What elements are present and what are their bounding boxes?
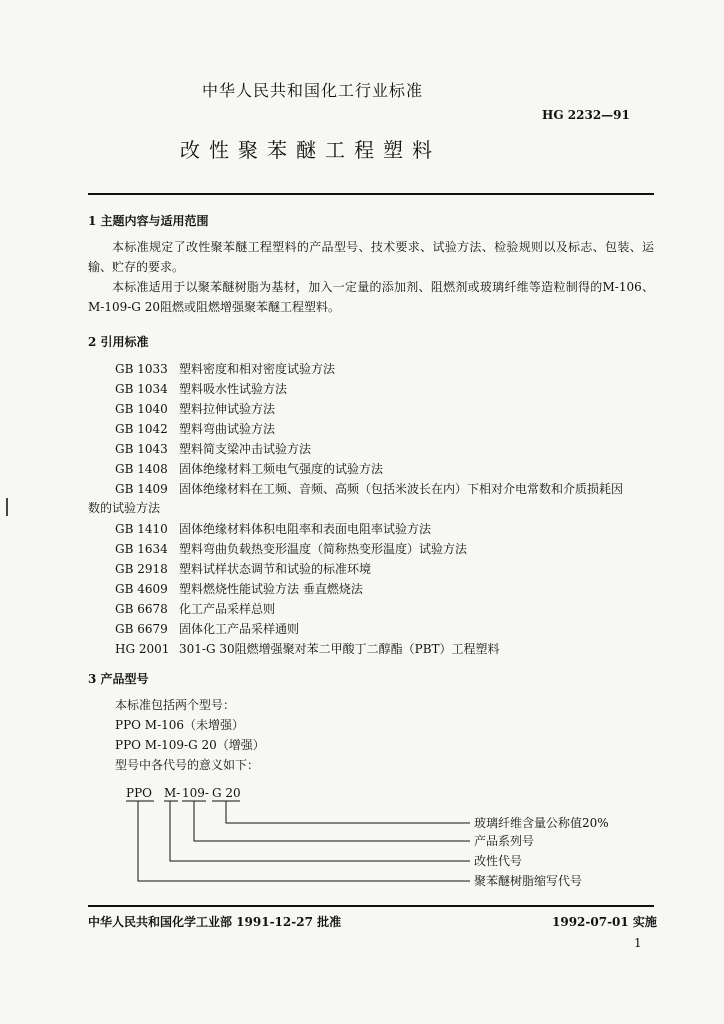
reference-row: [115, 600, 275, 617]
effective-date: 1992-07-01 实施: [552, 915, 657, 929]
reference-title: 塑料密度和相对密度试验方法: [179, 362, 336, 376]
reference-title: 固体绝缘材料工频电气强度的试验方法: [179, 462, 384, 476]
leader-series: [194, 801, 470, 841]
approval-line: 中华人民共和国化学工业部 1991-12-27 批准: [88, 915, 342, 929]
legend-glass-fiber: 玻璃纤维含量公称值20%: [474, 816, 609, 830]
reference-title: 塑料弯曲负载热变形温度（简称热变形温度）试验方法: [179, 542, 468, 556]
reference-code: GB 1042: [115, 422, 168, 436]
legend-modified: 改性代号: [474, 854, 523, 868]
reference-title: 固体绝缘材料体积电阻率和表面电阻率试验方法: [179, 522, 432, 536]
reference-row: [115, 480, 623, 497]
model-1: PPO M-106（未增强）: [115, 718, 245, 732]
reference-title: 塑料吸水性试验方法: [179, 382, 288, 396]
section-1-heading: 1 主题内容与适用范围: [88, 214, 209, 228]
reference-code: GB 4609: [115, 582, 168, 596]
reference-row: [115, 420, 275, 437]
code-meaning-intro: 型号中各代号的意义如下：: [115, 758, 260, 772]
model-2: PPO M-109-G 20（增强）: [115, 738, 265, 752]
reference-row: [115, 440, 311, 457]
reference-row: [115, 380, 287, 397]
page-number: 1: [634, 936, 642, 950]
reference-title: 化工产品采样总则: [179, 602, 276, 616]
reference-row: [115, 620, 299, 637]
footer-rule: [88, 905, 654, 907]
reference-title: 塑料弯曲试验方法: [179, 422, 276, 436]
legend-series: 产品系列号: [474, 834, 535, 848]
reference-code: GB 1043: [115, 442, 168, 456]
reference-title: 塑料拉伸试验方法: [179, 402, 276, 416]
reference-row: [115, 520, 431, 537]
code-part-ppo: PPO: [126, 786, 152, 800]
reference-row: [115, 580, 363, 597]
reference-code: GB 1040: [115, 402, 168, 416]
leader-glass-fiber: [226, 801, 470, 823]
document-title: 改性聚苯醚工程塑料: [180, 138, 441, 162]
issuing-organization: 中华人民共和国化工行业标准: [202, 81, 424, 100]
reference-row: [115, 400, 275, 417]
section-3-intro: 本标准包括两个型号：: [115, 698, 236, 712]
code-part-m: M-: [164, 786, 181, 800]
standard-number: HG 2232—91: [542, 108, 630, 122]
reference-code: GB 2918: [115, 562, 168, 576]
reference-row: [115, 560, 371, 577]
reference-code: HG 2001: [115, 642, 170, 656]
reference-title: 固体绝缘材料在工频、音频、高频（包括米波长在内）下相对介电常数和介质损耗因: [179, 482, 624, 496]
reference-title: 301-G 30阻燃增强聚对苯二甲酸丁二醇酯（PBT）工程塑料: [179, 642, 500, 656]
reference-code: GB 1409: [115, 482, 168, 496]
reference-code: GB 1034: [115, 382, 168, 396]
reference-row: [115, 640, 500, 657]
reference-continuation: 数的试验方法: [88, 501, 161, 515]
reference-code: GB 6678: [115, 602, 168, 616]
section-2-heading: 2 引用标准: [88, 335, 149, 349]
reference-title: 塑料试样状态调节和试验的标准环境: [179, 562, 372, 576]
reference-title: 塑料简支梁冲击试验方法: [179, 442, 312, 456]
code-part-num: 109-: [182, 786, 209, 800]
reference-row: [115, 460, 383, 477]
leader-modified: [170, 801, 470, 861]
reference-code: GB 1408: [115, 462, 168, 476]
margin-mark: [6, 498, 8, 516]
reference-code: GB 1634: [115, 542, 168, 556]
reference-row: [115, 360, 335, 377]
section-3-heading: 3 产品型号: [88, 672, 149, 686]
legend-ppo: 聚苯醚树脂缩写代号: [474, 874, 583, 888]
section-1-paragraph-1: 本标准规定了改性聚苯醚工程塑料的产品型号、技术要求、试验方法、检验规则以及标志、包装、运输、贮存的要求。: [88, 240, 654, 274]
reference-title: 塑料燃烧性能试验方法 垂直燃烧法: [179, 582, 363, 596]
reference-code: GB 1033: [115, 362, 168, 376]
code-part-g: G 20: [212, 786, 241, 800]
header-rule: [88, 193, 654, 195]
reference-title: 固体化工产品采样通则: [179, 622, 300, 636]
reference-row: [115, 540, 467, 557]
reference-code: GB 6679: [115, 622, 168, 636]
model-code-diagram: [120, 783, 640, 893]
section-1-paragraph-2: 本标准适用于以聚苯醚树脂为基材，加入一定量的添加剂、阻燃剂或玻璃纤维等造粒制得的M-106、M-109-G 20阻燃或阻燃增强聚苯醚工程塑料。: [88, 280, 654, 314]
reference-code: GB 1410: [115, 522, 168, 536]
